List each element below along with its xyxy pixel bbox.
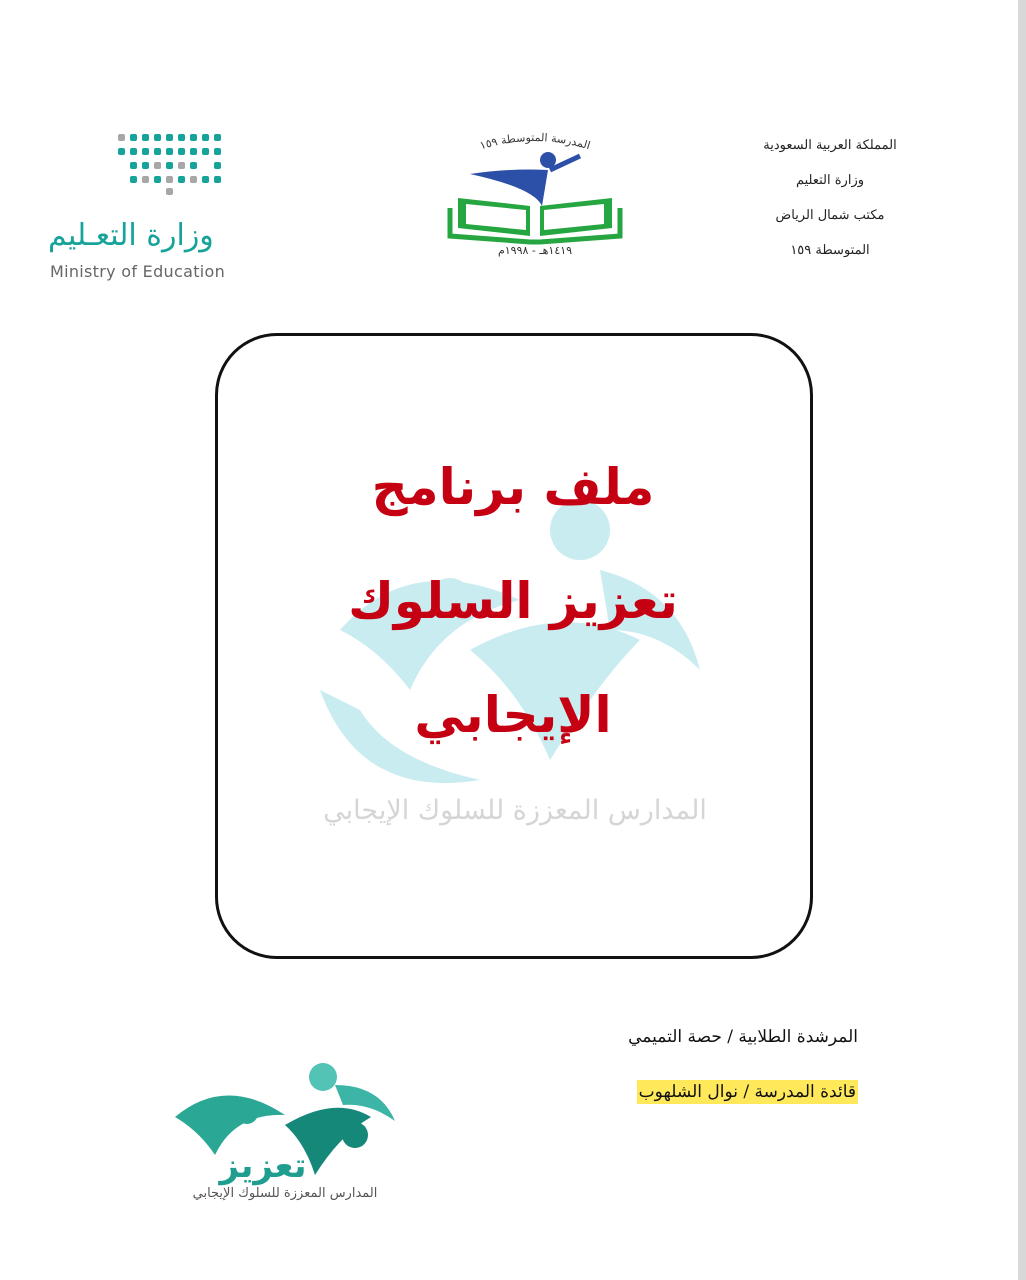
watermark-caption: المدارس المعززة للسلوك الإيجابي [323, 795, 707, 826]
header-kingdom-info [730, 128, 930, 268]
tazeez-caption: المدارس المعززة للسلوك الإيجابي [192, 1186, 378, 1201]
school-date-text: ١٤١٩هـ - ١٩٩٨م [497, 244, 573, 257]
ministry-line: وزارة التعليم [795, 173, 865, 188]
school-principal-name: قائدة المدرسة / نوال الشلهوب [638, 1082, 856, 1102]
school-book-logo-icon [430, 128, 640, 258]
moe-arabic-name: وزارة التعـليم [48, 218, 214, 253]
svg-text:المدرسة المتوسطة ١٥٩ [478, 131, 592, 152]
school-line: المتوسطة ١٥٩ [790, 243, 870, 258]
office-line: مكتب شمال الرياض [775, 208, 885, 223]
title-line-1: ملف برنامج [371, 458, 655, 516]
student-counselor-name: المرشدة الطلابية / حصة التميمي [628, 1027, 858, 1047]
program-title [215, 430, 811, 772]
kingdom-line: المملكة العربية السعودية [763, 138, 897, 153]
title-line-3: الإيجابي [414, 686, 612, 744]
title-line-2: تعزيز السلوك [348, 572, 678, 630]
school-arc-text: المدرسة المتوسطة ١٥٩ [478, 130, 592, 153]
tazeez-word: تعزيز [219, 1146, 307, 1186]
page-edge [1018, 0, 1026, 1280]
moe-english-name: Ministry of Education [50, 262, 226, 281]
